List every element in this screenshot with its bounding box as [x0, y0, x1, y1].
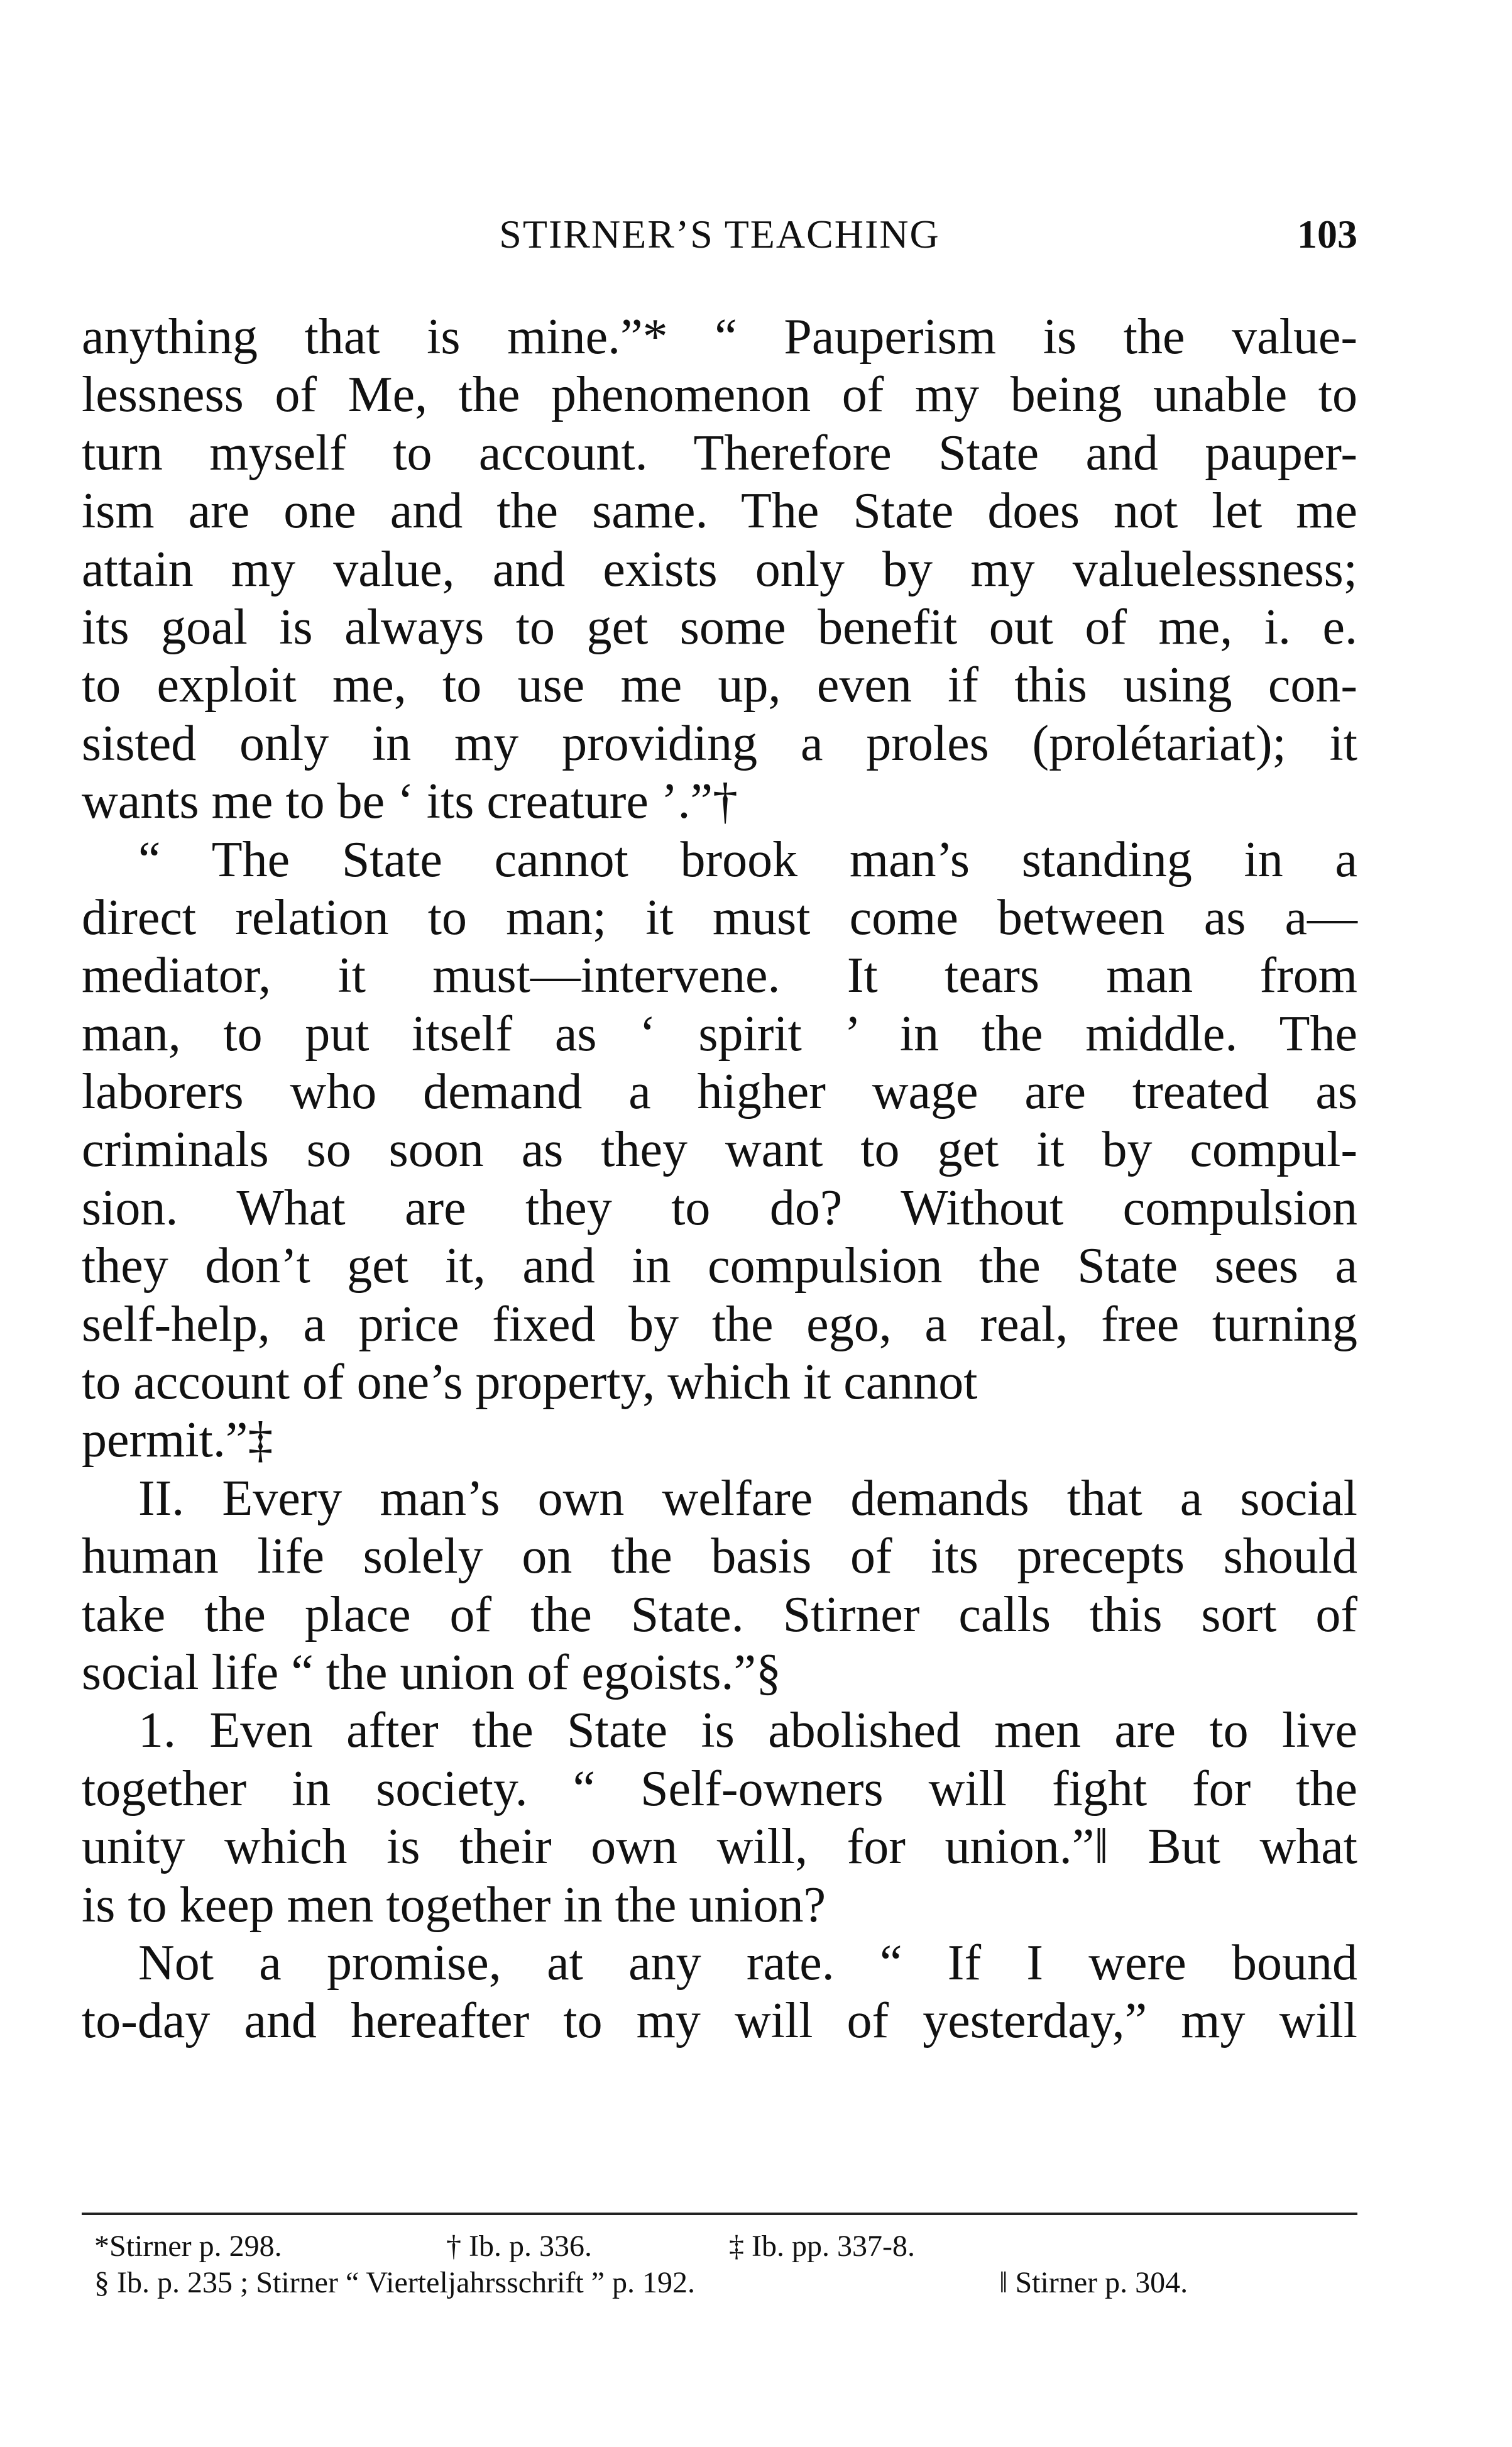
- body-text: [82, 308, 1357, 2050]
- text-line: human life solely on the basis of its precepts should: [82, 1529, 1357, 1585]
- text-line: is to keep men together in the union?: [82, 1877, 826, 1933]
- text-line: II. Every man’s own welfare demands that a social: [138, 1470, 1357, 1526]
- text-line: 1. Even after the State is abolished men are to live: [138, 1703, 1357, 1759]
- page-number: 103: [1297, 212, 1357, 256]
- footnote-row: [94, 2228, 1351, 2265]
- text-line: attain my value, and exists only by my valuelessness;: [82, 541, 1357, 597]
- text-line: sisted only in my providing a proles (prolétariat); it: [82, 715, 1357, 771]
- text-line: together in society. “ Self-owners will fight for the: [82, 1761, 1357, 1817]
- text-line: criminals so soon as they want to get it by compul-: [82, 1122, 1357, 1178]
- text-line: social life “ the union of egoists.”§: [82, 1644, 782, 1700]
- running-title: STIRNER’S TEACHING: [499, 212, 940, 256]
- footnote: § Ib. p. 235 ; Stirner “ Vierteljahrsschrift ” p. 192.: [94, 2266, 696, 2299]
- text-line: man, to put itself as ‘ spirit ’ in the middle. The: [82, 1006, 1357, 1062]
- footnote: † Ib. p. 336.: [446, 2230, 592, 2263]
- text-line: laborers who demand a higher wage are treated as: [82, 1064, 1357, 1120]
- text-line: anything that is mine.”* “ Pauperism is the value-: [82, 309, 1357, 365]
- text-line: to exploit me, to use me up, even if this using con-: [82, 657, 1357, 713]
- text-line: sion. What are they to do? Without compulsion: [82, 1180, 1357, 1236]
- text-line: turn myself to account. Therefore State and pauper-: [82, 425, 1357, 481]
- text-line: wants me to be ‘ its creature ’.”†: [82, 774, 738, 830]
- footnote: ‖ Stirner p. 304.: [999, 2266, 1188, 2299]
- text-line: mediator, it must—intervene. It tears man from: [82, 948, 1357, 1004]
- text-line: its goal is always to get some benefit out of me, i. e.: [82, 599, 1357, 655]
- text-line: to account of one’s property, which it cannot: [82, 1355, 978, 1410]
- text-line: they don’t get it, and in compulsion the State sees a: [82, 1238, 1357, 1294]
- text-line: take the place of the State. Stirner calls this sort of: [82, 1586, 1357, 1642]
- footnote-rule: [82, 2213, 1357, 2215]
- text-line: direct relation to man; it must come between as a—: [82, 889, 1357, 945]
- text-line: “ The State cannot brook man’s standing in a: [138, 832, 1357, 888]
- footnote-row: [94, 2265, 1351, 2301]
- text-line: lessness of Me, the phenomenon of my being unable to: [82, 367, 1357, 423]
- page-header: [82, 206, 1357, 263]
- text-line: permit.”‡: [82, 1412, 273, 1468]
- text-line: to-day and hereafter to my will of yesterday,” my will: [82, 1993, 1357, 2049]
- text-line: unity which is their own will, for union.”‖ But what: [82, 1819, 1357, 1875]
- text-line: self-help, a price fixed by the ego, a real, free turning: [82, 1296, 1357, 1352]
- text-line: Not a promise, at any rate. “ If I were bound: [138, 1935, 1357, 1991]
- text-line: ism are one and the same. The State does not let me: [82, 483, 1357, 539]
- footnote: *Stirner p. 298.: [94, 2230, 282, 2263]
- footnotes: [94, 2228, 1351, 2301]
- footnote: ‡ Ib. pp. 337-8.: [729, 2230, 915, 2263]
